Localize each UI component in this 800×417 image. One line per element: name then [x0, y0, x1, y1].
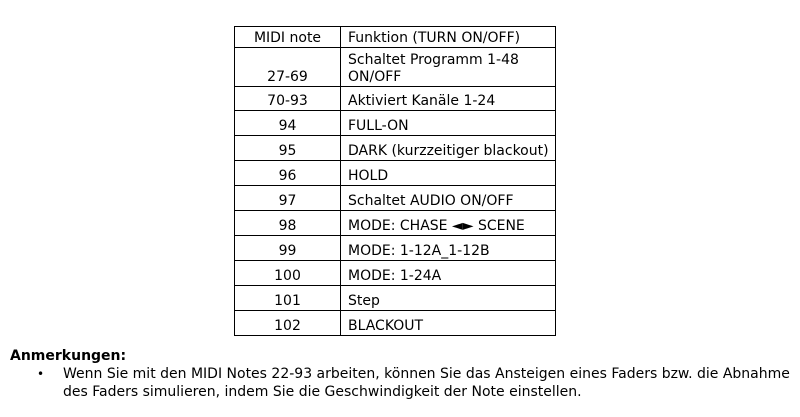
- function-cell: FULL-ON: [341, 111, 556, 136]
- column-header-midi-note: MIDI note: [235, 27, 341, 48]
- midi-note-cell: 100: [235, 261, 341, 286]
- midi-note-cell: 27-69: [235, 48, 341, 87]
- bullet-icon: •: [37, 367, 45, 381]
- table-row: [235, 261, 556, 286]
- function-cell: Schaltet Programm 1-48 ON/OFF: [341, 48, 556, 87]
- table-row: [235, 286, 556, 311]
- midi-note-cell: 70-93: [235, 87, 341, 111]
- midi-note-cell: 99: [235, 236, 341, 261]
- notes-list: [0, 365, 800, 401]
- list-item: [0, 365, 800, 401]
- function-cell: Aktiviert Kanäle 1-24: [341, 87, 556, 111]
- function-cell: MODE: CHASE ◄► SCENE: [341, 211, 556, 236]
- midi-note-cell: 97: [235, 186, 341, 211]
- function-cell: MODE: 1-12A_1-12B: [341, 236, 556, 261]
- notes-heading: Anmerkungen:: [10, 348, 127, 364]
- table-row: [235, 161, 556, 186]
- function-cell: Step: [341, 286, 556, 311]
- function-cell: HOLD: [341, 161, 556, 186]
- midi-note-table: [234, 26, 556, 336]
- table-row: [235, 236, 556, 261]
- midi-note-cell: 101: [235, 286, 341, 311]
- table-row: [235, 48, 556, 87]
- midi-note-cell: 95: [235, 136, 341, 161]
- note-text: Wenn Sie mit den MIDI Notes 22-93 arbeiten, können Sie das Ansteigen eines Faders bzw. die Abnahme des Faders simulieren, indem Sie die Geschwindigkeit der Note einstellen.: [63, 366, 790, 400]
- table-row: [235, 136, 556, 161]
- table-row: [235, 186, 556, 211]
- table-row: [235, 211, 556, 236]
- midi-note-cell: 94: [235, 111, 341, 136]
- column-header-function: Funktion (TURN ON/OFF): [341, 27, 556, 48]
- table-row: [235, 87, 556, 111]
- function-cell: MODE: 1-24A: [341, 261, 556, 286]
- midi-note-cell: 96: [235, 161, 341, 186]
- midi-note-cell: 102: [235, 311, 341, 336]
- function-cell: DARK (kurzzeitiger blackout): [341, 136, 556, 161]
- midi-note-cell: 98: [235, 211, 341, 236]
- table-row: [235, 111, 556, 136]
- function-cell: BLACKOUT: [341, 311, 556, 336]
- function-cell: Schaltet AUDIO ON/OFF: [341, 186, 556, 211]
- table-row: [235, 311, 556, 336]
- table-header-row: [235, 27, 556, 48]
